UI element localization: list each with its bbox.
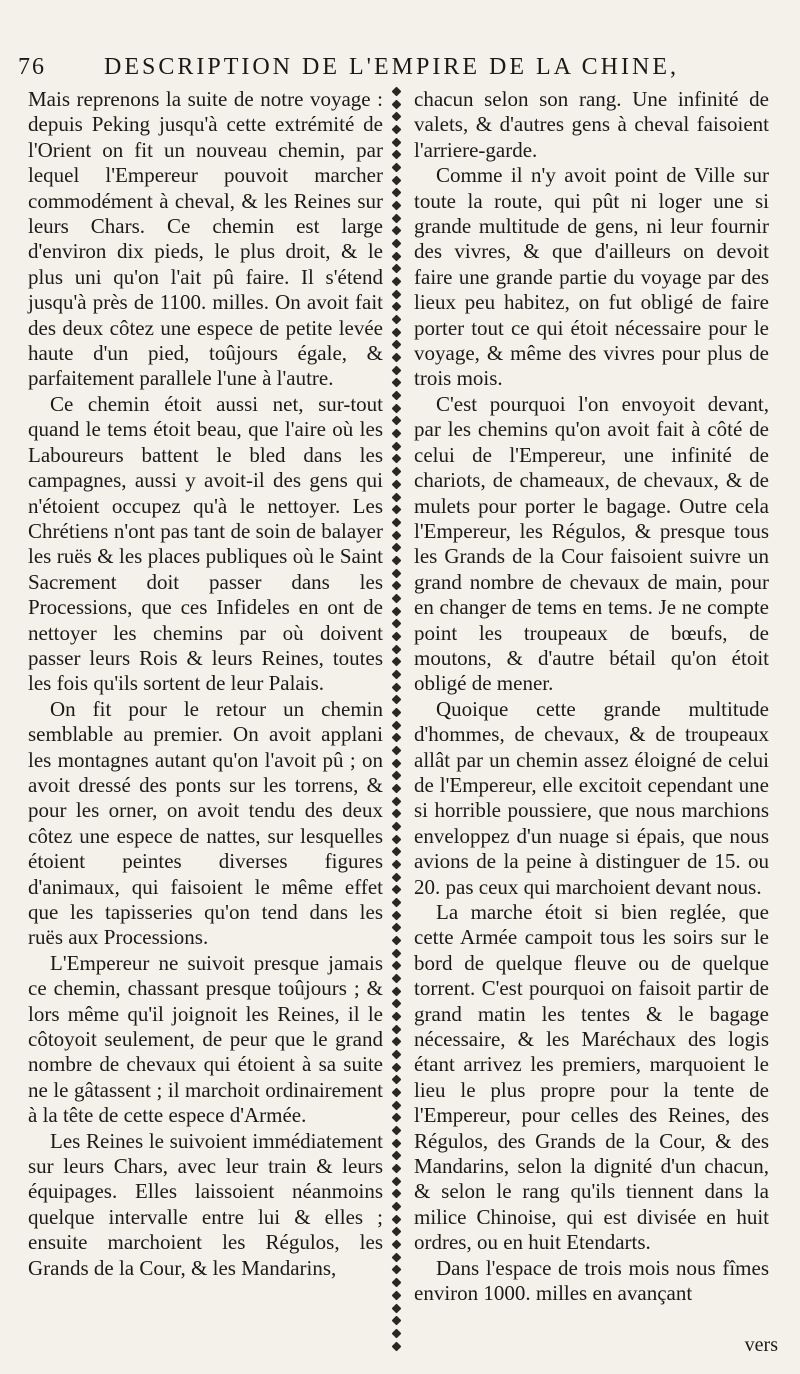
ornament-icon bbox=[391, 707, 401, 717]
catchword: vers bbox=[744, 1334, 778, 1356]
paragraph: L'Empereur ne suivoit presque jamais ce chemin, chassant presque toûjours ; & lors même qu'il joignoit les Reines, il le côtoyoit seulement, de peur que le grand nombre de chevaux qui étoient à sa suite ne le gâtassent ; il marchoit ordinairement à la tête de cette espece d'Armée. bbox=[28, 950, 383, 1128]
ornament-icon bbox=[391, 1075, 401, 1085]
ornament-icon bbox=[391, 137, 401, 147]
ornament-icon bbox=[391, 543, 401, 553]
ornament-icon bbox=[391, 175, 401, 185]
ornament-icon bbox=[391, 657, 401, 667]
ornament-icon bbox=[391, 885, 401, 895]
ornament-icon bbox=[391, 1164, 401, 1174]
ornament-icon bbox=[391, 669, 401, 679]
ornament-icon bbox=[391, 986, 401, 996]
ornament-icon bbox=[391, 796, 401, 806]
ornament-icon bbox=[391, 974, 401, 984]
ornament-icon bbox=[391, 302, 401, 312]
ornament-icon bbox=[391, 1138, 401, 1148]
paragraph: Ce chemin étoit aussi net, sur-tout quand le tems étoit beau, que l'aire où les Laboureurs battent le bled dans les campagnes, aussi y avoit-il des gens qui n'étoient occupez qu'à le nettoyer. Les Chrétiens n'ont pas tant de soin de balayer les ruës & les places publiques où le Saint Sacrement doit passer dans les Processions, que ces Infideles en ont de nettoyer les chemins par où doivent passer leurs Rois & leurs Reines, toutes les fois qu'ils sortent de leur Palais. bbox=[28, 391, 383, 696]
ornament-icon bbox=[391, 391, 401, 401]
ornament-icon bbox=[391, 112, 401, 122]
ornament-icon bbox=[391, 682, 401, 692]
ornament-icon bbox=[391, 213, 401, 223]
right-column bbox=[414, 87, 769, 1307]
ornament-icon bbox=[391, 555, 401, 565]
ornament-icon bbox=[391, 1100, 401, 1110]
ornament-icon bbox=[391, 860, 401, 870]
ornament-icon bbox=[391, 758, 401, 768]
ornament-icon bbox=[391, 948, 401, 958]
ornament-icon bbox=[391, 695, 401, 705]
paragraph: Comme il n'y avoit point de Ville sur toute la route, qui pût ni loger une si grande multitude de gens, ni leur fournir des vivres, & que d'ailleurs on devoit faire une grande partie du voyage par des lieux peu habitez, on fut obligé de faire porter tout ce qui étoit nécessaire pour le voyage, & même des vivres pour plus de trois mois. bbox=[414, 163, 769, 391]
running-title: DESCRIPTION DE L'EMPIRE DE LA CHINE, bbox=[104, 54, 679, 80]
ornament-icon bbox=[391, 1303, 401, 1313]
ornament-icon bbox=[391, 631, 401, 641]
ornament-icon bbox=[391, 720, 401, 730]
ornament-icon bbox=[391, 251, 401, 261]
ornament-icon bbox=[391, 150, 401, 160]
ornament-icon bbox=[391, 809, 401, 819]
ornament-icon bbox=[391, 327, 401, 337]
ornament-icon bbox=[391, 1113, 401, 1123]
ornament-icon bbox=[391, 1214, 401, 1224]
ornament-icon bbox=[391, 936, 401, 946]
ornament-icon bbox=[391, 1189, 401, 1199]
ornament-icon bbox=[391, 163, 401, 173]
ornament-icon bbox=[391, 771, 401, 781]
ornament-icon bbox=[391, 1227, 401, 1237]
paragraph: Dans l'espace de trois mois nous fîmes environ 1000. milles en avançant bbox=[414, 1255, 769, 1306]
ornament-icon bbox=[391, 1265, 401, 1275]
ornament-icon bbox=[391, 1202, 401, 1212]
paragraph: On fit pour le retour un chemin semblable au premier. On avoit applani les montagnes autant qu'on l'avoit pû ; on avoit dressé des ponts sur les torrens, & pour les orner, on avoit tendu des deux côtez une espece de nattes, sur lesquelles étoient peintes diverses figures d'animaux, qui faisoient le même effet que les tapisseries qu'on tend dans les ruës aux Processions. bbox=[28, 696, 383, 950]
ornament-icon bbox=[391, 99, 401, 109]
ornament-icon bbox=[391, 517, 401, 527]
ornament-icon bbox=[391, 745, 401, 755]
ornament-icon bbox=[391, 910, 401, 920]
ornament-icon bbox=[391, 847, 401, 857]
ornament-icon bbox=[391, 277, 401, 287]
ornament-icon bbox=[391, 505, 401, 515]
ornament-icon bbox=[391, 872, 401, 882]
ornament-icon bbox=[391, 1278, 401, 1288]
ornament-icon bbox=[391, 834, 401, 844]
ornament-icon bbox=[391, 378, 401, 388]
ornament-icon bbox=[391, 416, 401, 426]
ornament-icon bbox=[391, 353, 401, 363]
ornament-icon bbox=[391, 1316, 401, 1326]
ornament-icon bbox=[391, 467, 401, 477]
ornament-icon bbox=[391, 619, 401, 629]
ornament-icon bbox=[391, 1037, 401, 1047]
ornament-icon bbox=[391, 1252, 401, 1262]
ornament-icon bbox=[391, 644, 401, 654]
ornament-icon bbox=[391, 125, 401, 135]
paragraph: chacun selon son rang. Une infinité de valets, & d'autres gens à cheval faisoient l'arriere-garde. bbox=[414, 87, 769, 162]
ornamental-column-divider bbox=[388, 88, 404, 1350]
ornament-icon bbox=[391, 429, 401, 439]
ornament-icon bbox=[391, 898, 401, 908]
paragraph: La marche étoit si bien reglée, que cette Armée campoit tous les soirs sur le bord de quelque fleuve ou de quelque torrent. C'est pourquoi on faisoit partir de grand matin les tentes & le bagage nécessaire, & les Maréchaux des logis étant arrivez les premiers, marquoient le lieu le plus propre pour la tente de l'Empereur, pour celles des Reines, des Régulos, des Grands de la Cour, & des Mandarins, selon la dignité d'un chacun, & selon le rang qu'ils tiennent dans la milice Chinoise, qui est divisée en huit ordres, ou en huit Etendarts. bbox=[414, 900, 769, 1255]
ornament-icon bbox=[391, 239, 401, 249]
ornament-icon bbox=[391, 961, 401, 971]
ornament-icon bbox=[391, 822, 401, 832]
ornament-icon bbox=[391, 784, 401, 794]
paragraph: Quoique cette grande multitude d'hommes, de chevaux, & de troupeaux allât par un chemin assez éloigné de celui de l'Empereur, elle excitoit cependant une si horrible poussiere, que nous marchions enveloppez d'un nuage si épais, que nous avions de la peine à distinguer de 15. ou 20. pas ceux qui marchoient devant nous. bbox=[414, 696, 769, 899]
ornament-icon bbox=[391, 1024, 401, 1034]
ornament-icon bbox=[391, 1328, 401, 1338]
ornament-icon bbox=[391, 568, 401, 578]
ornament-icon bbox=[391, 530, 401, 540]
ornament-icon bbox=[391, 289, 401, 299]
page-header bbox=[18, 54, 778, 88]
ornament-icon bbox=[391, 923, 401, 933]
paragraph: Les Reines le suivoient immédiatement sur leurs Chars, avec leur train & leurs équipages. Elles laissoient néanmoins quelque intervalle entre lui & elles ; ensuite marchoient les Régulos, les Grands de la Cour, & les Mandarins, bbox=[28, 1128, 383, 1280]
ornament-icon bbox=[391, 441, 401, 451]
ornament-icon bbox=[391, 1290, 401, 1300]
ornament-icon bbox=[391, 264, 401, 274]
ornament-icon bbox=[391, 492, 401, 502]
ornament-icon bbox=[391, 454, 401, 464]
ornament-icon bbox=[391, 1062, 401, 1072]
ornament-icon bbox=[391, 1151, 401, 1161]
paragraph: C'est pourquoi l'on envoyoit devant, par les chemins qu'on avoit fait à côté de celui de l'Empereur, une infinité de chariots, de chameaux, de chevaux, & de mulets pour porter le bagage. Outre cela l'Empereur, les Régulos, & presque tous les Grands de la Cour faisoient suivre un grand nombre de chevaux de main, pour en changer de tems en tems. Je ne compte point les troupeaux de bœufs, de moutons, & d'autre bétail qu'on étoit obligé de mener. bbox=[414, 391, 769, 696]
ornament-icon bbox=[391, 733, 401, 743]
ornament-icon bbox=[391, 1176, 401, 1186]
ornament-icon bbox=[391, 593, 401, 603]
ornament-icon bbox=[391, 999, 401, 1009]
ornament-icon bbox=[391, 226, 401, 236]
ornament-icon bbox=[391, 201, 401, 211]
ornament-icon bbox=[391, 188, 401, 198]
ornament-icon bbox=[391, 315, 401, 325]
ornament-icon bbox=[391, 479, 401, 489]
ornament-icon bbox=[391, 1240, 401, 1250]
ornament-icon bbox=[391, 340, 401, 350]
paragraph: Mais reprenons la suite de notre voyage : depuis Peking jusqu'à cette extrémité de l'Orient on fit un nouveau chemin, par lequel l'Empereur pouvoit marcher commodément à cheval, & les Reines sur leurs Chars. Ce chemin est large d'environ dix pieds, le plus droit, & le plus uni qu'on l'ait pû faire. Il s'étend jusqu'à près de 1100. milles. On avoit fait des deux côtez une espece de petite levée haute d'un pied, toûjours égale, & parfaitement parallele l'une à l'autre. bbox=[28, 87, 383, 391]
ornament-icon bbox=[391, 365, 401, 375]
ornament-icon bbox=[391, 403, 401, 413]
page-number: 76 bbox=[18, 54, 46, 80]
ornament-icon bbox=[391, 606, 401, 616]
ornament-icon bbox=[391, 1050, 401, 1060]
ornament-icon bbox=[391, 1012, 401, 1022]
ornament-icon bbox=[391, 1088, 401, 1098]
ornament-icon bbox=[391, 1341, 401, 1351]
ornament-icon bbox=[391, 87, 401, 97]
ornament-icon bbox=[391, 581, 401, 591]
left-column bbox=[28, 87, 383, 1281]
ornament-icon bbox=[391, 1126, 401, 1136]
